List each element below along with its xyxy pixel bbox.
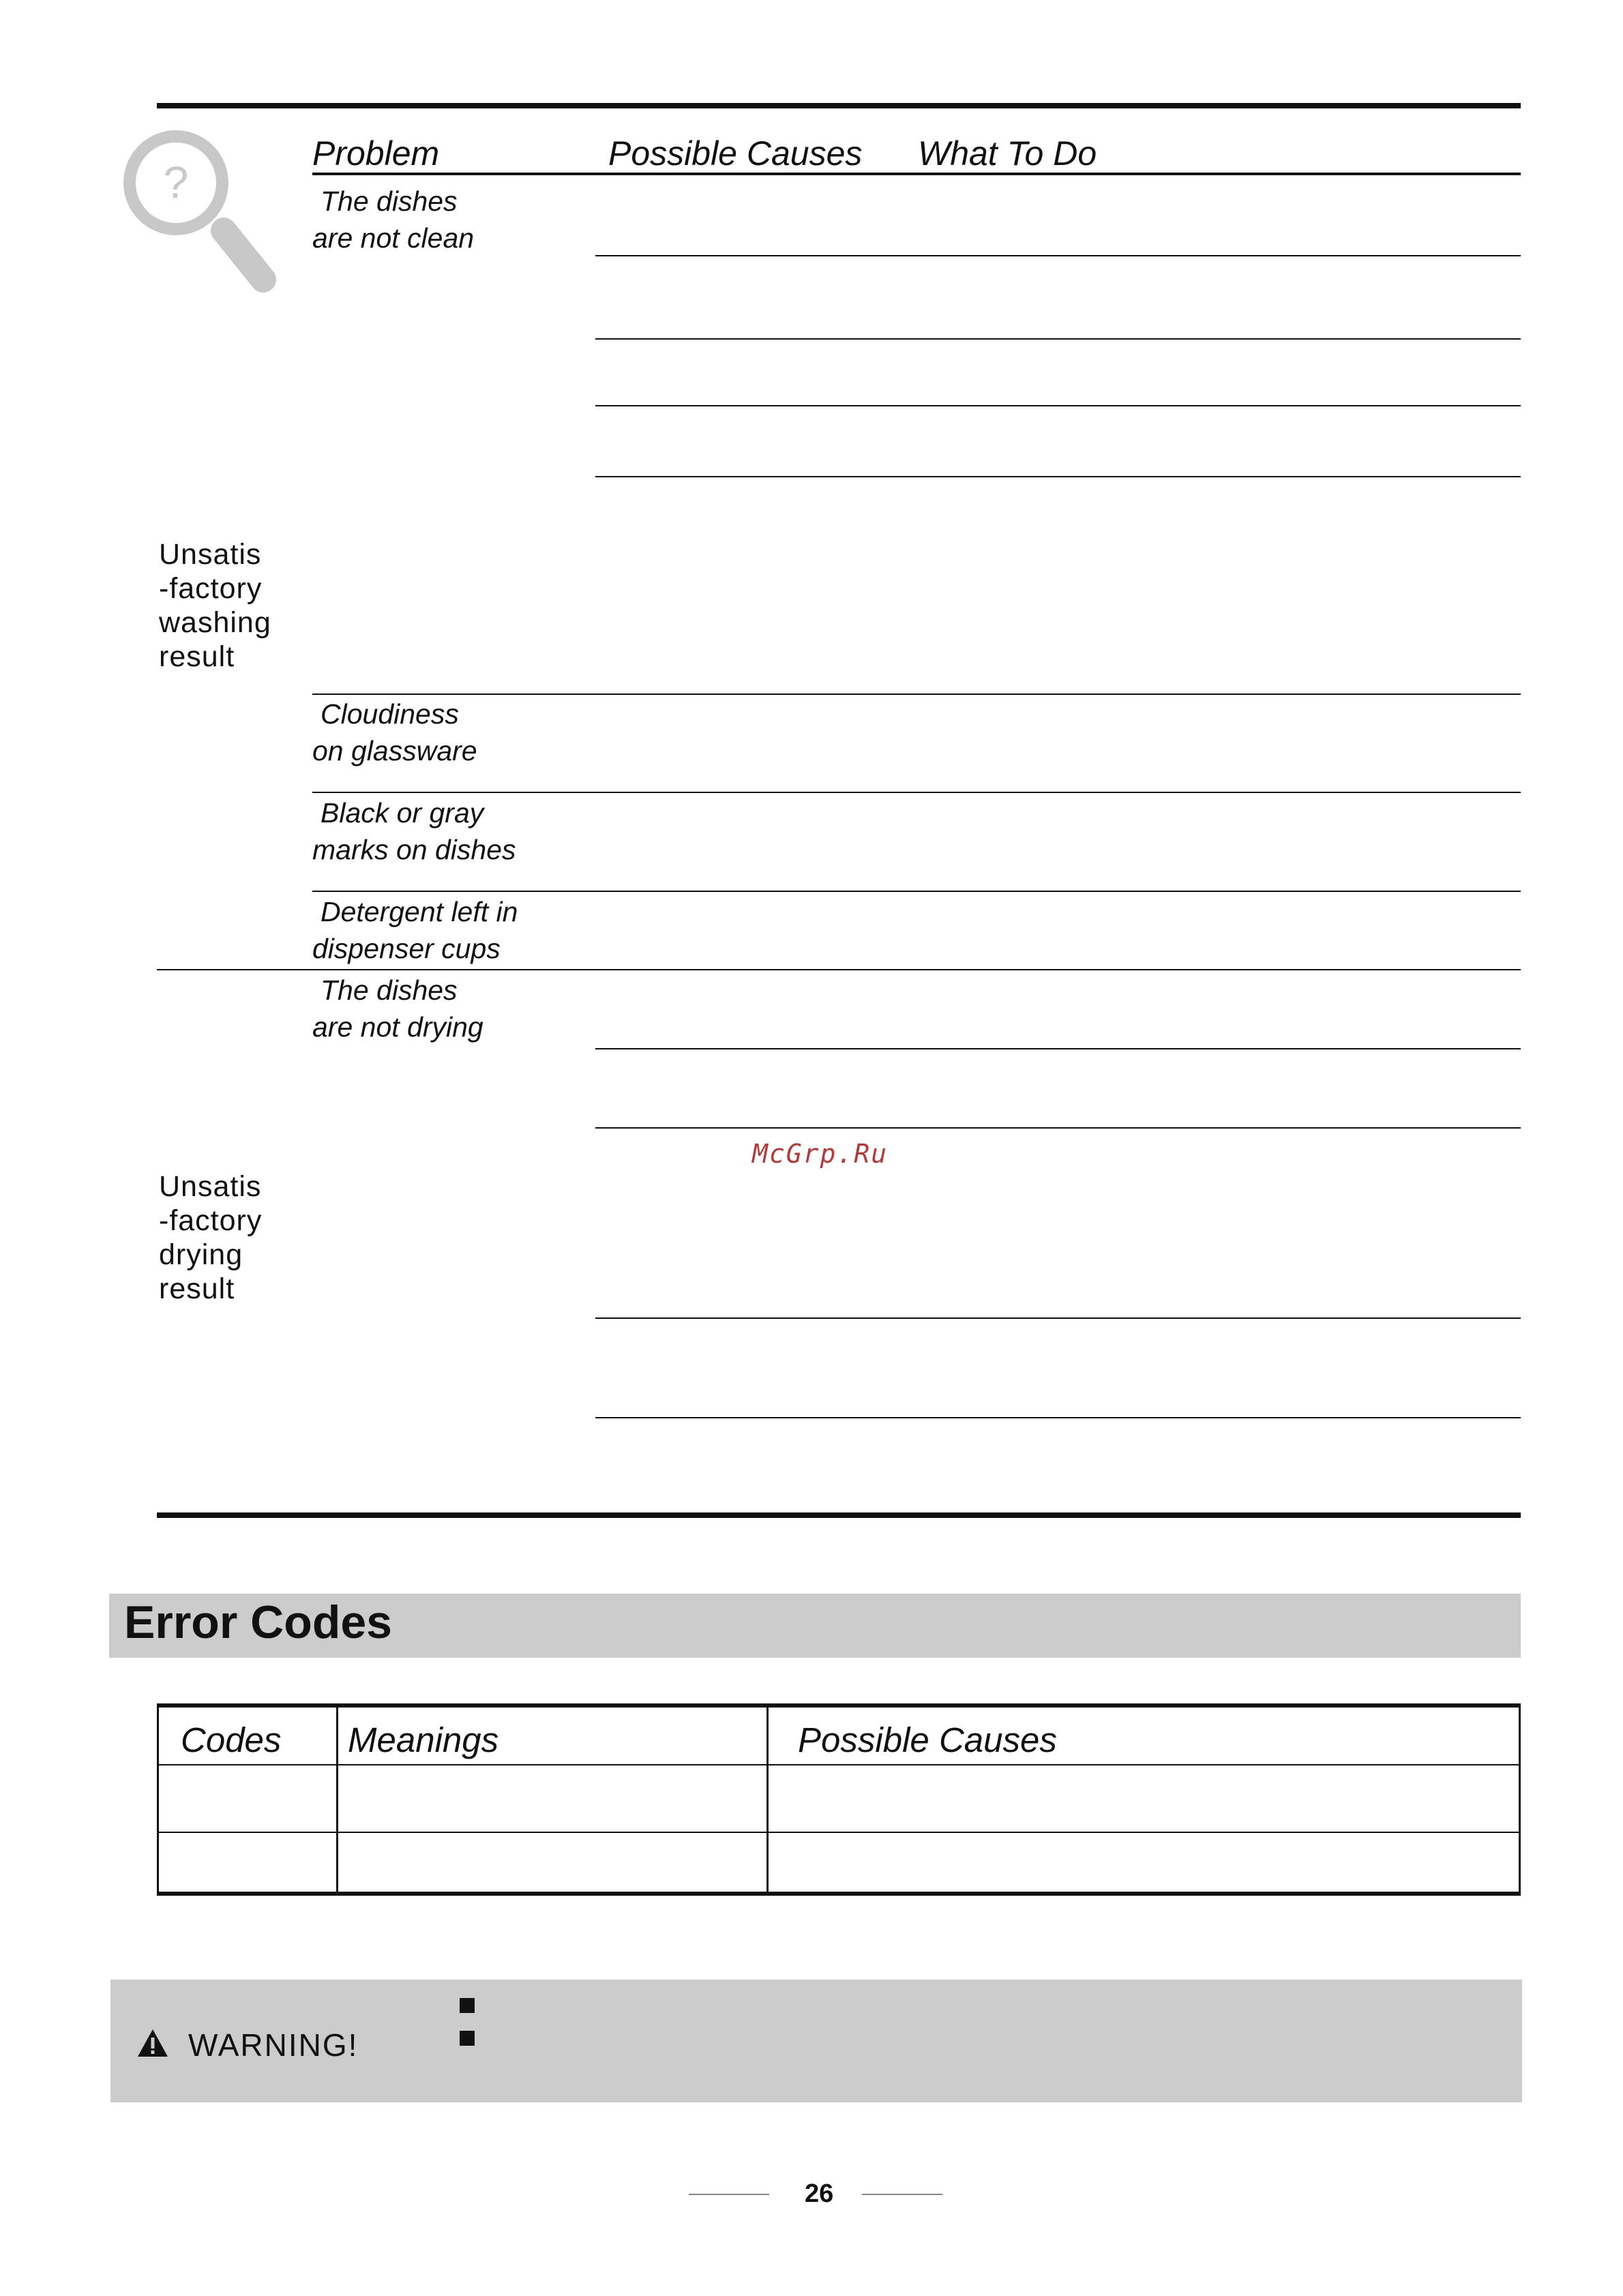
table-row-divider <box>157 1832 1521 1833</box>
header-problem: Problem <box>312 134 440 173</box>
problem-dishes-not-clean: The dishes are not clean <box>312 185 475 254</box>
column-header-codes: Codes <box>181 1720 282 1759</box>
warning-triangle-icon <box>136 2028 169 2058</box>
cause-divider <box>595 338 1521 340</box>
header-possible-causes: Possible Causes <box>608 134 863 173</box>
problem-dishes-not-drying: The dishes are not drying <box>312 974 483 1043</box>
warning-bullet <box>460 2031 475 2046</box>
problem-divider <box>312 694 1521 695</box>
warning-label: WARNING! <box>188 2027 359 2063</box>
magnifier-question-icon <box>121 128 285 299</box>
table-col-divider <box>336 1703 338 1894</box>
error-codes-title: Error Codes <box>124 1596 392 1648</box>
table-bottom-rule <box>157 1892 1521 1896</box>
category-drying-result: Unsatis -factory drying result <box>159 1170 263 1305</box>
column-header-possible-causes: Possible Causes <box>798 1720 1057 1759</box>
cause-divider <box>595 476 1521 477</box>
problem-cloudiness: Cloudiness on glassware <box>312 698 477 766</box>
svg-text:?: ? <box>163 157 189 207</box>
watermark: McGrp.Ru <box>752 1139 889 1169</box>
problem-detergent-left: Detergent left in dispenser cups <box>312 896 518 964</box>
category-washing-result: Unsatis -factory washing result <box>159 538 271 673</box>
bottom-rule <box>157 1512 1521 1518</box>
cause-divider <box>595 255 1521 256</box>
problem-divider <box>312 792 1521 793</box>
top-rule <box>157 103 1521 108</box>
header-what-to-do: What To Do <box>918 134 1097 173</box>
cause-divider <box>595 1048 1521 1049</box>
category-divider <box>157 969 1521 970</box>
page-number-rule-left <box>689 2194 769 2195</box>
table-col-divider <box>766 1703 769 1894</box>
header-rule <box>312 173 1521 175</box>
page-number-rule-right <box>862 2194 942 2195</box>
table-left-border <box>157 1703 159 1894</box>
table-top-rule <box>157 1703 1521 1708</box>
problem-black-marks: Black or gray marks on dishes <box>312 797 516 865</box>
table-right-border <box>1519 1703 1521 1894</box>
page-number: 26 <box>805 2179 834 2208</box>
cause-divider <box>595 405 1521 406</box>
warning-bullet <box>460 1998 475 2013</box>
problem-divider <box>312 891 1521 892</box>
cause-divider <box>595 1317 1521 1319</box>
cause-divider <box>595 1417 1521 1418</box>
cause-divider <box>595 1127 1521 1129</box>
column-header-meanings: Meanings <box>348 1720 499 1759</box>
table-row-divider <box>157 1764 1521 1765</box>
